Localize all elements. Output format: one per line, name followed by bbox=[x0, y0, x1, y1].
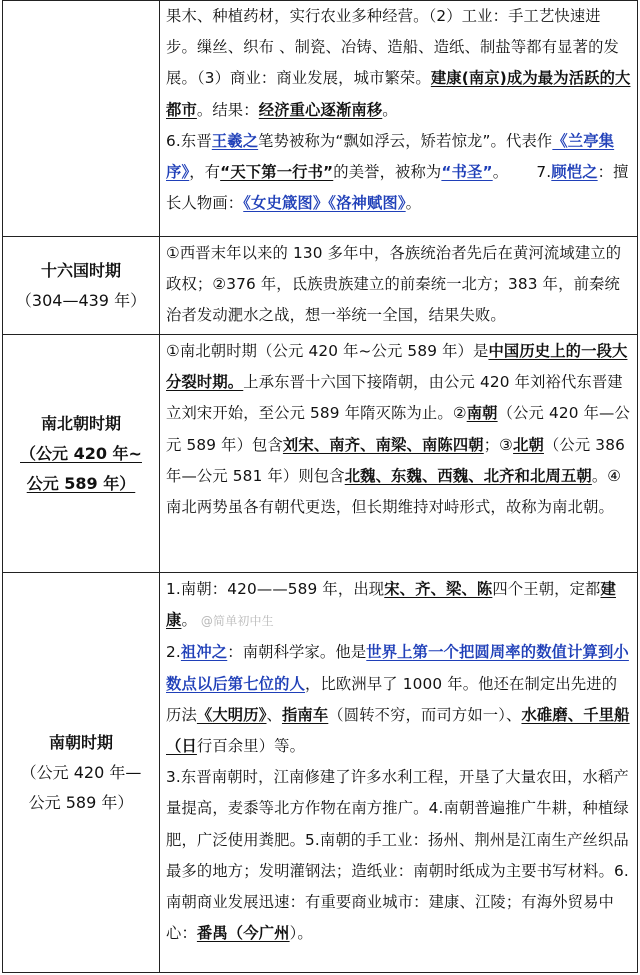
content-paragraph bbox=[166, 238, 631, 332]
period-subtitle: （304—439 年） bbox=[15, 290, 147, 310]
period-subtitle: （公元 420 年—公元 589 年） bbox=[20, 762, 142, 812]
content-paragraph bbox=[166, 574, 631, 637]
highlight-text: 经济重心逐渐南移 bbox=[258, 100, 383, 119]
highlight-text: 南朝 bbox=[466, 404, 498, 423]
body-text: 行百余里）等。 bbox=[196, 737, 306, 756]
body-text: 、 bbox=[266, 705, 282, 724]
body-text: ：擅长人物画： bbox=[166, 163, 629, 213]
highlight-text: “天下第一行书” bbox=[220, 163, 334, 182]
history-table bbox=[2, 0, 638, 973]
body-text: 的美誉，被称为 bbox=[333, 163, 442, 182]
content-paragraph bbox=[166, 637, 631, 762]
highlight-text: 建康 bbox=[166, 580, 616, 630]
body-text: 。 bbox=[181, 611, 197, 630]
body-text: 2. bbox=[166, 643, 181, 662]
content-cell bbox=[160, 573, 638, 973]
highlight-text: 《大明历》 bbox=[196, 705, 267, 724]
period-cell bbox=[3, 237, 160, 335]
highlight-text: 顾恺之 bbox=[551, 163, 598, 182]
body-text: ①南北朝时期（公元 420 年~公元 589 年）是 bbox=[166, 342, 489, 360]
body-text: 。结果： bbox=[196, 100, 259, 119]
highlight-text: 宋、齐、梁、陈 bbox=[384, 580, 493, 598]
period-cell bbox=[3, 573, 160, 973]
table-row bbox=[3, 1, 638, 237]
period-title: 十六国时期 bbox=[40, 260, 121, 280]
body-text: （公元 386 年—公元 581 年）则包含 bbox=[166, 435, 625, 485]
body-text: （圆转不穷，而司方如一）、 bbox=[328, 705, 522, 724]
body-text: ；③ bbox=[483, 435, 514, 454]
body-text: 。 bbox=[382, 100, 398, 119]
body-text: ，有 bbox=[189, 163, 221, 182]
body-text: ）。 bbox=[289, 924, 313, 943]
highlight-text: 王羲之 bbox=[211, 131, 259, 150]
body-text: 笔势被称为“飘如浮云，矫若惊龙”。代表作 bbox=[258, 131, 553, 150]
highlight-text: 祖冲之 bbox=[180, 643, 228, 662]
content-paragraph bbox=[166, 762, 631, 949]
table-row bbox=[3, 335, 638, 573]
period-subtitle: （公元 420 年~公元 589 年） bbox=[20, 443, 142, 493]
content-cell bbox=[160, 1, 638, 237]
table-row bbox=[3, 573, 638, 973]
body-text: ：南朝科学家。他是 bbox=[227, 643, 367, 662]
body-text: 上承东晋十六国下接隋朝，由公元 420 年刘裕代东晋建立刘宋开始，至公元 589 年隋灭陈为止。② bbox=[166, 373, 623, 423]
highlight-text: 北朝 bbox=[513, 435, 544, 454]
highlight-text: 水碓磨、千里船（日 bbox=[166, 705, 630, 756]
watermark-text: @简单初中生 bbox=[200, 614, 274, 629]
body-text: 3.东晋南朝时，江南修建了许多水利工程，开垦了大量农田，水稻产量提高，麦黍等北方作物在南方推广。4.南朝普遍推广牛耕，种植绿肥，广泛使用粪肥。5.南朝的手工业：扬州、荆州是江南生产丝织品最多的地方；发明灌钢法；造纸业：南朝时纸成为主要书写材料。6.南朝商业发展迅速：有重要商业城市：建康、江陵；有海外贸易中心： bbox=[166, 768, 629, 943]
content-paragraph bbox=[166, 126, 631, 220]
body-text: ，比欧洲早了 1000 年。他还在制定出先进的历法 bbox=[166, 674, 618, 724]
highlight-text: 北魏、东魏、西魏、北齐和北周五朝 bbox=[344, 466, 592, 485]
highlight-text: 指南车 bbox=[281, 705, 329, 724]
highlight-text: 中国历史上的一段大分裂时期。 bbox=[166, 342, 628, 392]
period-title: 南朝时期 bbox=[48, 732, 113, 752]
body-text: 。④南北两势虽各有朝代更迭，但长期维持对峙形式，故称为南北朝。 bbox=[166, 466, 622, 517]
body-text: 果木、种植药材，实行农业多种经营。（2）工业：手工艺快速进步。缫丝、织布 、制瓷、冶铸、造船、造纸、制盐等都有显著的发展。（3）商业：商业发展，城市繁荣。 bbox=[166, 7, 619, 88]
table-row bbox=[3, 237, 638, 335]
content-paragraph bbox=[166, 336, 631, 523]
period-cell bbox=[3, 335, 160, 573]
body-text: 四个王朝，定都 bbox=[492, 580, 601, 598]
body-text: 1.南朝：420——589 年，出现 bbox=[166, 580, 385, 598]
period-title: 南北朝时期 bbox=[40, 413, 121, 433]
content-paragraph bbox=[166, 1, 631, 126]
body-text: ①西晋末年以来的 130 多年中，各族统治者先后在黄河流域建立的政权；②376 年，氐族贵族建立的前秦统一北方；383 年，前秦统治者发动淝水之战，想一举统一全国，结果失败。 bbox=[166, 244, 622, 325]
highlight-text: 《女史箴图》《洛神赋图》 bbox=[243, 194, 406, 213]
highlight-text: 世界上第一个把圆周率的数值计算到小数点以后第七位的人 bbox=[166, 643, 629, 693]
content-cell bbox=[160, 237, 638, 335]
body-text: 。 bbox=[405, 194, 422, 213]
highlight-text: “书圣” bbox=[441, 163, 493, 182]
body-text: （公元 420 年—公元 589 年）包含 bbox=[166, 404, 630, 454]
highlight-text: 刘宋、南齐、南梁、南陈四朝 bbox=[282, 435, 484, 454]
content-cell bbox=[160, 335, 638, 573]
body-text: 6.东晋 bbox=[166, 131, 212, 150]
highlight-text: 《兰亭集序》 bbox=[166, 131, 615, 182]
highlight-text: 建康(南京)成为最为活跃的大都市 bbox=[166, 69, 631, 119]
highlight-text: 番禺（今广州 bbox=[196, 924, 290, 943]
period-cell bbox=[3, 1, 160, 237]
body-text: 。 7. bbox=[492, 163, 552, 182]
